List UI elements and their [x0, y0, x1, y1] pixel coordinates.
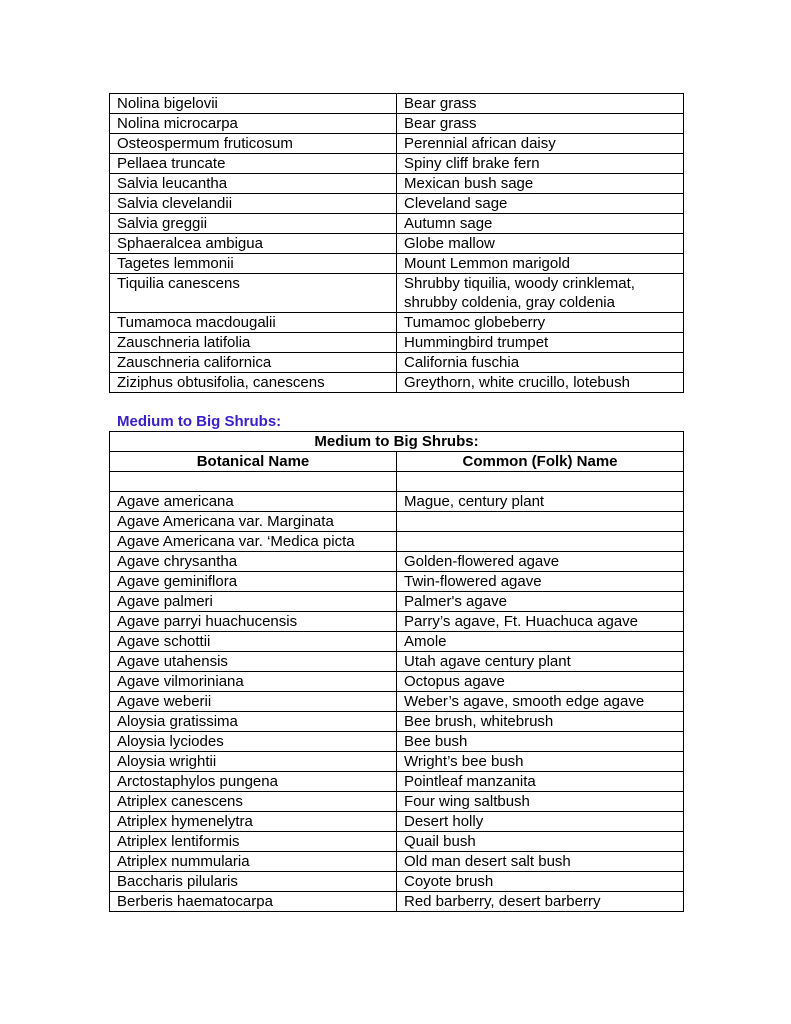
- medium-shrubs-table: [109, 431, 684, 912]
- table-title-row: [110, 432, 684, 452]
- table-row: [110, 134, 684, 154]
- common-name-cell: Mague, century plant: [397, 492, 684, 512]
- common-name-cell: [397, 512, 684, 532]
- table-row: [110, 313, 684, 333]
- botanical-name-cell: Sphaeralcea ambigua: [110, 234, 397, 254]
- common-name-cell: Spiny cliff brake fern: [397, 154, 684, 174]
- botanical-name-cell: Salvia clevelandii: [110, 194, 397, 214]
- common-name-cell: Mexican bush sage: [397, 174, 684, 194]
- column-header-botanical-name: Botanical Name: [110, 452, 397, 472]
- common-name-cell: Cleveland sage: [397, 194, 684, 214]
- common-name-cell: Hummingbird trumpet: [397, 333, 684, 353]
- common-name-cell: Octopus agave: [397, 672, 684, 692]
- botanical-name-cell: Zauschneria californica: [110, 353, 397, 373]
- table-row: [110, 353, 684, 373]
- table-row: [110, 254, 684, 274]
- common-name-cell: Coyote brush: [397, 872, 684, 892]
- common-name-cell: Mount Lemmon marigold: [397, 254, 684, 274]
- common-name-cell: Pointleaf manzanita: [397, 772, 684, 792]
- common-name-cell: Desert holly: [397, 812, 684, 832]
- common-name-cell: Bee brush, whitebrush: [397, 712, 684, 732]
- botanical-name-cell: Agave parryi huachucensis: [110, 612, 397, 632]
- common-name-cell: Tumamoc globeberry: [397, 313, 684, 333]
- botanical-name-cell: Ziziphus obtusifolia, canescens: [110, 373, 397, 393]
- table-row: [110, 892, 684, 912]
- botanical-name-cell: Tagetes lemmonii: [110, 254, 397, 274]
- table-row: [110, 752, 684, 772]
- botanical-name-cell: Pellaea truncate: [110, 154, 397, 174]
- botanical-name-cell: Aloysia gratissima: [110, 712, 397, 732]
- common-name-cell: Old man desert salt bush: [397, 852, 684, 872]
- botanical-name-cell: Atriplex canescens: [110, 792, 397, 812]
- botanical-name-cell: Agave schottii: [110, 632, 397, 652]
- table-row: [110, 712, 684, 732]
- table-row: [110, 94, 684, 114]
- table-row: [110, 532, 684, 552]
- table-row: [110, 592, 684, 612]
- table-row: [110, 373, 684, 393]
- table-row: [110, 572, 684, 592]
- table-row: [110, 732, 684, 752]
- common-name-cell: Bear grass: [397, 94, 684, 114]
- table-row: [110, 652, 684, 672]
- common-name-cell: Four wing saltbush: [397, 792, 684, 812]
- botanical-name-cell: Tiquilia canescens: [110, 274, 397, 313]
- common-name-cell: Wright’s bee bush: [397, 752, 684, 772]
- common-name-cell: Parry’s agave, Ft. Huachuca agave: [397, 612, 684, 632]
- table-row: [110, 832, 684, 852]
- botanical-name-cell: Tumamoca macdougalii: [110, 313, 397, 333]
- botanical-name-cell: Agave chrysantha: [110, 552, 397, 572]
- table-row: [110, 154, 684, 174]
- common-name-cell: Shrubby tiquilia, woody crinklemat, shrubby coldenia, gray coldenia: [397, 274, 684, 313]
- common-name-cell: Autumn sage: [397, 214, 684, 234]
- botanical-name-cell: Nolina microcarpa: [110, 114, 397, 134]
- common-name-cell: Golden-flowered agave: [397, 552, 684, 572]
- botanical-name-cell: Agave Americana var. ‘Medica picta: [110, 532, 397, 552]
- common-name-cell: Twin-flowered agave: [397, 572, 684, 592]
- table-header-row: [110, 452, 684, 472]
- column-header-common-name: Common (Folk) Name: [397, 452, 684, 472]
- botanical-name-cell: Salvia greggii: [110, 214, 397, 234]
- common-name-cell: Globe mallow: [397, 234, 684, 254]
- table-row: [110, 234, 684, 254]
- table-row: [110, 552, 684, 572]
- botanical-name-cell: Osteospermum fruticosum: [110, 134, 397, 154]
- table-row: [110, 672, 684, 692]
- table-title: Medium to Big Shrubs:: [110, 432, 684, 452]
- table-row: [110, 194, 684, 214]
- table-row: [110, 333, 684, 353]
- botanical-name-cell: Salvia leucantha: [110, 174, 397, 194]
- table-row: [110, 772, 684, 792]
- table-row: [110, 472, 684, 492]
- table-row: [110, 792, 684, 812]
- table-row: [110, 872, 684, 892]
- common-name-cell: Greythorn, white crucillo, lotebush: [397, 373, 684, 393]
- botanical-name-cell: Nolina bigelovii: [110, 94, 397, 114]
- table-row: [110, 632, 684, 652]
- table-row: [110, 812, 684, 832]
- common-name-cell: Perennial african daisy: [397, 134, 684, 154]
- common-name-cell: California fuschia: [397, 353, 684, 373]
- botanical-name-cell: Agave weberii: [110, 692, 397, 712]
- botanical-name-cell: Aloysia lyciodes: [110, 732, 397, 752]
- botanical-name-cell: [110, 472, 397, 492]
- common-name-cell: Weber’s agave, smooth edge agave: [397, 692, 684, 712]
- common-name-cell: Utah agave century plant: [397, 652, 684, 672]
- table-row: [110, 612, 684, 632]
- table-row: [110, 114, 684, 134]
- table-row: [110, 852, 684, 872]
- botanical-name-cell: Agave geminiflora: [110, 572, 397, 592]
- common-name-cell: [397, 472, 684, 492]
- table-row: [110, 214, 684, 234]
- botanical-name-cell: Agave Americana var. Marginata: [110, 512, 397, 532]
- table-row: [110, 492, 684, 512]
- table-row: [110, 274, 684, 313]
- small-shrubs-table-body: [110, 94, 684, 393]
- table-row: [110, 174, 684, 194]
- botanical-name-cell: Zauschneria latifolia: [110, 333, 397, 353]
- botanical-name-cell: Baccharis pilularis: [110, 872, 397, 892]
- section-heading-medium-shrubs: Medium to Big Shrubs:: [117, 413, 282, 430]
- botanical-name-cell: Atriplex hymenelytra: [110, 812, 397, 832]
- botanical-name-cell: Agave palmeri: [110, 592, 397, 612]
- botanical-name-cell: Agave utahensis: [110, 652, 397, 672]
- common-name-cell: Quail bush: [397, 832, 684, 852]
- common-name-cell: Red barberry, desert barberry: [397, 892, 684, 912]
- common-name-cell: Palmer's agave: [397, 592, 684, 612]
- botanical-name-cell: Agave americana: [110, 492, 397, 512]
- table-row: [110, 512, 684, 532]
- common-name-cell: Bear grass: [397, 114, 684, 134]
- common-name-cell: Amole: [397, 632, 684, 652]
- botanical-name-cell: Arctostaphylos pungena: [110, 772, 397, 792]
- small-shrubs-table: [109, 93, 684, 393]
- botanical-name-cell: Atriplex nummularia: [110, 852, 397, 872]
- botanical-name-cell: Aloysia wrightii: [110, 752, 397, 772]
- table-row: [110, 692, 684, 712]
- botanical-name-cell: Atriplex lentiformis: [110, 832, 397, 852]
- medium-shrubs-table-body: [110, 472, 684, 912]
- botanical-name-cell: Agave vilmoriniana: [110, 672, 397, 692]
- common-name-cell: Bee bush: [397, 732, 684, 752]
- botanical-name-cell: Berberis haematocarpa: [110, 892, 397, 912]
- common-name-cell: [397, 532, 684, 552]
